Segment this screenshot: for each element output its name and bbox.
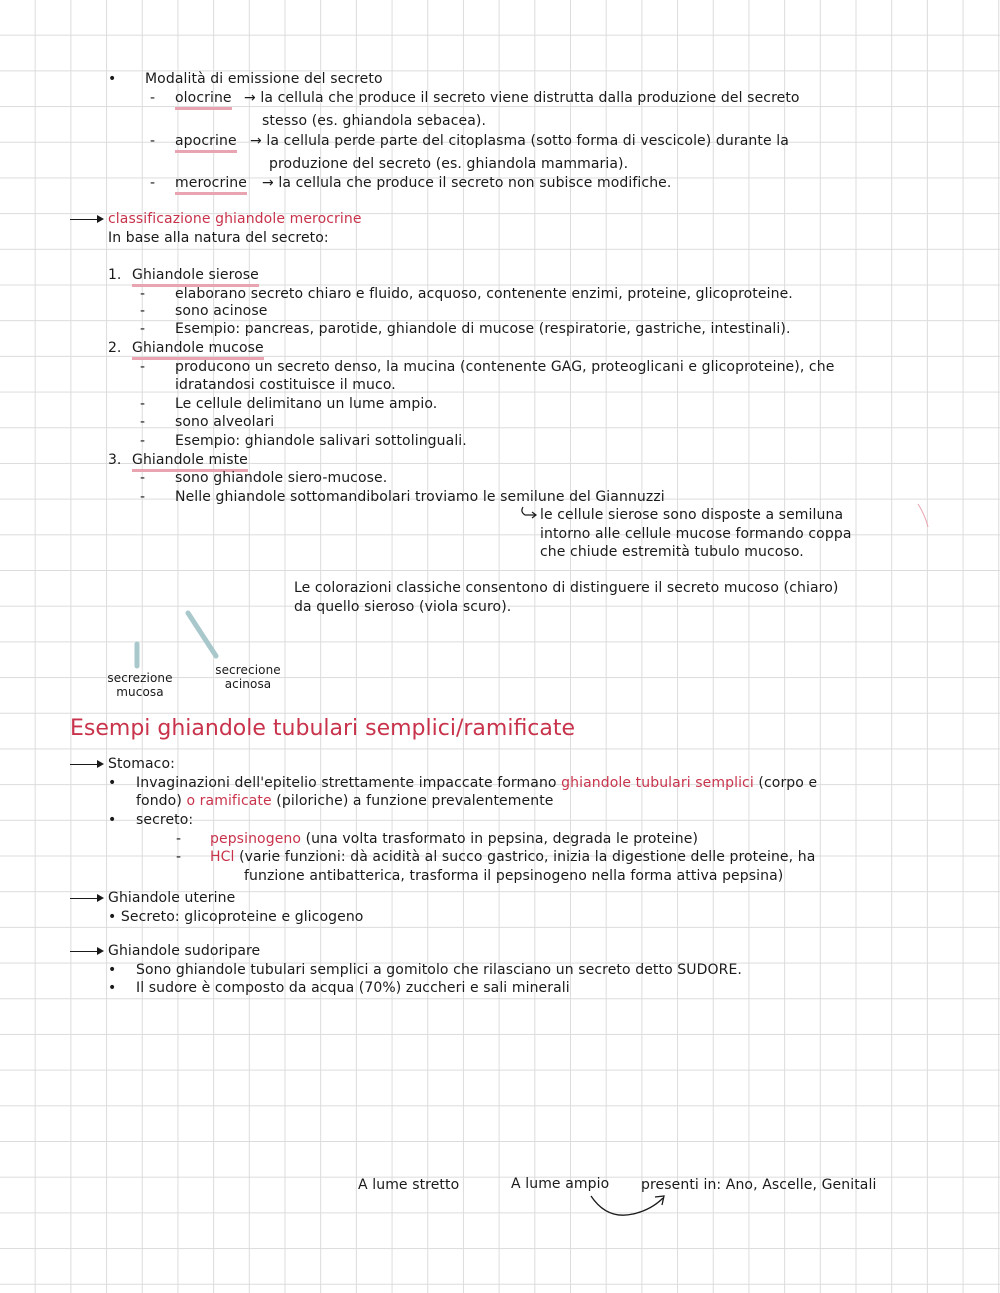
dash: - xyxy=(140,489,146,505)
dash: - xyxy=(140,321,146,337)
arrow-icon xyxy=(70,219,98,220)
dash: - xyxy=(140,470,146,486)
list-item: sono acinose xyxy=(175,303,268,319)
bullet: • xyxy=(108,71,117,87)
section3-heading: Esempi ghiandole tubulari semplici/ramificate xyxy=(70,716,576,741)
pepsinogeno-item: pepsinogeno (una volta trasformato in pepsina, degrada le proteine) xyxy=(210,831,699,847)
apocrine-desc2: produzione del secreto (es. ghiandola mammaria). xyxy=(269,156,629,172)
list-item: Le cellule delimitano un lume ampio. xyxy=(175,396,438,412)
curved-arrow-icon xyxy=(519,506,539,520)
uterine-title: Ghiandole uterine xyxy=(108,890,236,906)
label-secrezione-mucosa: secrezione mucosa xyxy=(107,671,173,699)
dash: - xyxy=(150,90,156,106)
term-olocrine: olocrine xyxy=(175,89,232,110)
list-item: Nelle ghiandole sottomandibolari troviamo le semilune del Giannuzzi xyxy=(175,489,665,505)
bullet: • xyxy=(108,775,117,791)
hcl-item: HCl (varie funzioni: dà acidità al succo gastrico, inizia la digestione delle proteine, ha xyxy=(210,849,816,865)
list-item: Esempio: pancreas, parotide, ghiandole di mucose (respiratorie, gastriche, intestinali). xyxy=(175,321,791,337)
arrow-icon xyxy=(70,898,98,899)
olocrine-desc2: stesso (es. ghiandola sebacea). xyxy=(262,113,487,129)
term-apocrine: apocrine xyxy=(175,132,237,153)
colorazioni-text: da quello sieroso (viola scuro). xyxy=(294,599,512,615)
dash: - xyxy=(176,831,182,847)
colorazioni-text: Le colorazioni classiche consentono di distinguere il secreto mucoso (chiaro) xyxy=(294,580,839,596)
label-presenti: presenti in: Ano, Ascelle, Genitali xyxy=(641,1177,877,1193)
list-item: sono ghiandole siero-mucose. xyxy=(175,470,388,486)
arrow-icon xyxy=(70,764,98,765)
apocrine-desc: → la cellula perde parte del citoplasma (sotto forma di vescicole) durante la xyxy=(250,133,789,149)
list-item: Sono ghiandole tubulari semplici a gomitolo che rilasciano un secreto detto SUDORE. xyxy=(136,962,742,978)
mucose-title: Ghiandole mucose xyxy=(132,339,264,360)
semilune-note: che chiude estremità tubulo mucoso. xyxy=(540,544,804,560)
label-secrecione-acinosa: secrecione acinosa xyxy=(215,663,281,691)
section1-title: Modalità di emissione del secreto xyxy=(145,71,383,87)
list-item: Esempio: ghiandole salivari sottolinguali. xyxy=(175,433,467,449)
bullet: • xyxy=(108,962,117,978)
list-item: producono un secreto denso, la mucina (contenente GAG, proteoglicani e glicoproteine), che xyxy=(175,359,835,375)
dash: - xyxy=(140,396,146,412)
list-item: sono alveolari xyxy=(175,414,275,430)
list-item: elaborano secreto chiaro e fluido, acquoso, contenente enzimi, proteine, glicoproteine. xyxy=(175,286,793,302)
dash: - xyxy=(176,849,182,865)
curved-arrow-icon xyxy=(585,1190,670,1222)
dash: - xyxy=(140,414,146,430)
list-number: 3. xyxy=(108,452,122,468)
dash: - xyxy=(140,286,146,302)
section2-title: classificazione ghiandole merocrine xyxy=(108,211,362,227)
dash: - xyxy=(150,133,156,149)
semilune-note: le cellule sierose sono disposte a semiluna xyxy=(540,507,844,523)
label-lume-stretto: A lume stretto xyxy=(358,1177,460,1193)
stomaco-line2: fondo) o ramificate (piloriche) a funzione prevalentemente xyxy=(136,793,554,809)
dash: - xyxy=(140,433,146,449)
list-item: Il sudore è composto da acqua (70%) zuccheri e sali minerali xyxy=(136,980,570,996)
list-number: 1. xyxy=(108,267,122,283)
semilune-note: intorno alle cellule mucose formando coppa xyxy=(540,526,852,542)
list-item-cont: idratandosi costituisce il muco. xyxy=(175,377,396,393)
merocrine-desc: → la cellula che produce il secreto non subisce modifiche. xyxy=(262,175,672,191)
list-number: 2. xyxy=(108,340,122,356)
secreto-label: secreto: xyxy=(136,812,194,828)
bullet: • xyxy=(108,980,117,996)
olocrine-desc: → la cellula che produce il secreto viene distrutta dalla produzione del secreto xyxy=(244,90,800,106)
sudoripare-title: Ghiandole sudoripare xyxy=(108,943,261,959)
term-merocrine: merocrine xyxy=(175,174,247,195)
bullet: • xyxy=(108,812,117,828)
dash: - xyxy=(140,303,146,319)
stomaco-line1: Invaginazioni dell'epitelio strettamente impaccate formano ghiandole tubulari semplici (corpo e xyxy=(136,775,818,791)
hcl-item-cont: funzione antibatterica, trasforma il pepsinogeno nella forma attiva pepsina) xyxy=(244,868,784,884)
stomaco-title: Stomaco: xyxy=(108,756,175,772)
label-lume-ampio: A lume ampio xyxy=(511,1176,610,1192)
dash: - xyxy=(150,175,156,191)
sierose-title: Ghiandole sierose xyxy=(132,266,259,287)
dash: - xyxy=(140,359,146,375)
arrow-icon xyxy=(70,951,98,952)
pen-mark xyxy=(916,503,930,529)
section2-subtitle: In base alla natura del secreto: xyxy=(108,230,329,246)
uterine-item: • Secreto: glicoproteine e glicogeno xyxy=(108,909,364,925)
miste-title: Ghiandole miste xyxy=(132,451,248,472)
